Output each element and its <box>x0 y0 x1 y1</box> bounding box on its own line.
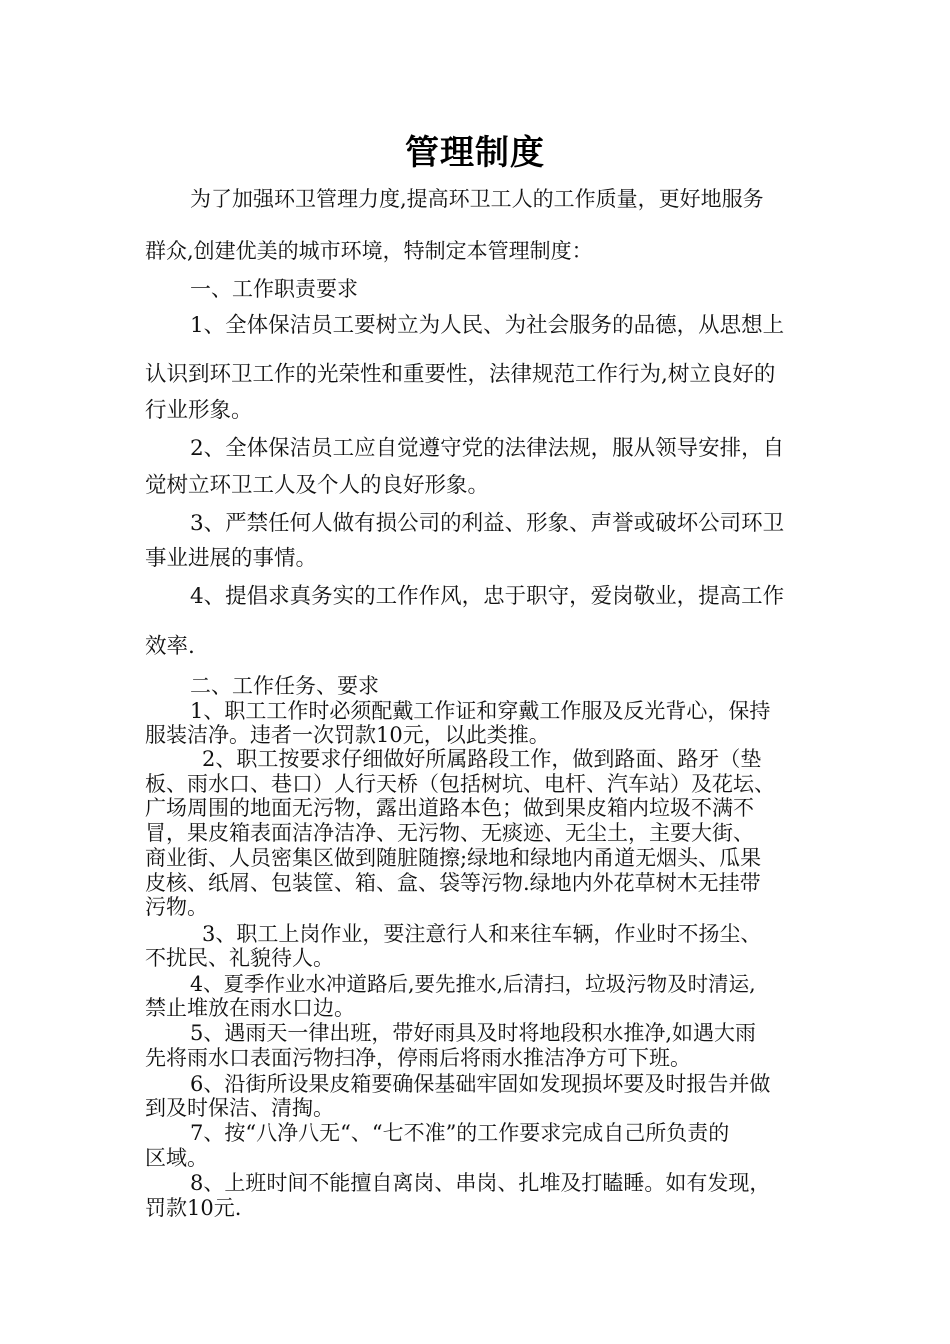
section2-item2-line3: 广场周围的地面无污物，露出道路本色；做到果皮箱内垃圾不满不 <box>145 796 754 820</box>
section1-item3-line1: 3、严禁任何人做有损公司的利益、形象、声誉或破坏公司环卫 <box>190 511 785 536</box>
section2-item6-line2: 到及时保洁、清掏。 <box>145 1096 334 1120</box>
section2-item1-line2: 服装洁净。违者一次罚款10元，以此类推。 <box>145 723 550 747</box>
intro-line-2: 群众,创建优美的城市环境，特制定本管理制度： <box>145 239 593 263</box>
section2-item5-line2: 先将雨水口表面污物扫净，停雨后将雨水推洁净方可下班。 <box>145 1046 691 1070</box>
section2-item2-line4: 冒，果皮箱表面洁净洁净、无污物、无痰迹、无尘土，主要大街、 <box>145 821 754 845</box>
section1-item2-line1: 2、全体保洁员工应自觉遵守党的法律法规，服从领导安排，自 <box>190 436 785 461</box>
section2-item3-line2: 不扰民、礼貌待人。 <box>145 946 334 970</box>
section2-item7-line1: 7、按“八净八无“、“七不准”的工作要求完成自己所负责的 <box>190 1121 730 1145</box>
section2-item8-line1: 8、上班时间不能擅自离岗、串岗、扎堆及打瞌睡。如有发现， <box>190 1171 771 1195</box>
section1-heading: 一、工作职责要求 <box>190 277 358 301</box>
section2-heading: 二、工作任务、要求 <box>190 674 379 698</box>
section2-item3-line1: 3、职工上岗作业，要注意行人和来往车辆，作业时不扬尘、 <box>202 922 762 946</box>
section2-item2-line1: 2、职工按要求仔细做好所属路段工作，做到路面、路牙（垫 <box>202 747 762 771</box>
section2-item2-line7: 污物。 <box>145 895 208 919</box>
intro-line-1: 为了加强环卫管理力度,提高环卫工人的工作质量，更好地服务 <box>190 187 764 211</box>
section1-item2-line2: 觉树立环卫工人及个人的良好形象。 <box>145 473 490 498</box>
section2-item2-line6: 皮核、纸屑、包装筐、箱、盒、袋等污物.绿地内外花草树木无挂带 <box>145 871 761 895</box>
section2-item2-line2: 板、雨水口、巷口）人行天桥（包括树坑、电杆、汽车站）及花坛、 <box>145 772 775 796</box>
section2-item7-line2: 区域。 <box>145 1146 208 1170</box>
section2-item2-line5: 商业街、人员密集区做到随脏随擦;绿地和绿地内甬道无烟头、瓜果 <box>145 846 762 870</box>
section1-item1-line3: 行业形象。 <box>145 398 253 423</box>
section1-item1-line2: 认识到环卫工作的光荣性和重要性，法律规范工作行为,树立良好的 <box>145 362 776 387</box>
section2-item8-line2: 罚款10元. <box>145 1196 242 1220</box>
document-title: 管理制度 <box>405 133 545 173</box>
section1-item1-line1: 1、全体保洁员工要树立为人民、为社会服务的品德，从思想上 <box>190 313 785 338</box>
section2-item4-line1: 4、夏季作业水冲道路后,要先推水,后清扫，垃圾污物及时清运, <box>190 972 756 996</box>
section1-item4-line1: 4、提倡求真务实的工作作风，忠于职守，爱岗敬业，提高工作 <box>190 584 785 609</box>
section2-item5-line1: 5、遇雨天一律出班，带好雨具及时将地段积水推净,如遇大雨 <box>190 1021 757 1045</box>
section1-item4-line2: 效率. <box>145 634 195 659</box>
section2-item4-line2: 禁止堆放在雨水口边。 <box>145 996 355 1020</box>
section1-item3-line2: 事业进展的事情。 <box>145 546 318 571</box>
section2-item6-line1: 6、沿街所设果皮箱要确保基础牢固如发现损坏要及时报告并做 <box>190 1072 771 1096</box>
section2-item1-line1: 1、职工工作时必须配戴工作证和穿戴工作服及反光背心，保持 <box>190 699 771 723</box>
